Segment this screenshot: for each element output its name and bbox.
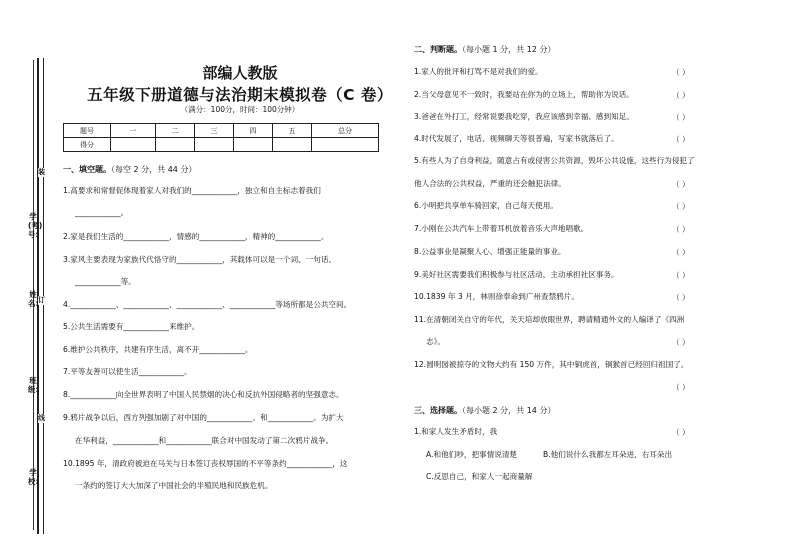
section-choice-title: 三、选择题。（每小题 2 分，共 14 分） (414, 406, 556, 415)
fill-question: ____________等。 (75, 277, 136, 286)
fill-question: 10.1895 年，清政府被迫在马关与日本签订丧权辱国的不平等条约____________，这 (63, 459, 348, 468)
choice-option-a: A.和他们吵，把事情说清楚 (426, 450, 518, 459)
answer-paren[interactable]: （ ） (672, 383, 690, 392)
judge-question: 他人合法的公共权益，严重的还会触犯法律。 (414, 179, 566, 188)
score-cell[interactable] (273, 138, 312, 152)
choice-option-c: C.反思自己，和家人一起商量解 (426, 472, 533, 481)
choice-option-b: B.他们说什么我都左耳朵进，右耳朵出 (543, 450, 673, 459)
score-cell[interactable] (111, 138, 156, 152)
answer-paren[interactable]: （ ） (672, 225, 690, 234)
score-cell[interactable] (234, 138, 273, 152)
judge-question: 9.美好社区需要我们积极参与社区活动，主动承担社区事务。 (414, 270, 619, 279)
exam-note: （满分：100分，时间：100分钟） (180, 105, 300, 114)
fill-question: 8.____________向全世界表明了中国人民禁烟的决心和反抗外国侵略者的坚强意志。 (63, 390, 344, 399)
score-header-cell: 三 (195, 124, 234, 138)
judge-question: 7.小刚在公共汽车上带着耳机放着音乐大声地唱歌。 (414, 224, 589, 233)
fill-question: 7.平等友善可以使生活____________。 (63, 367, 192, 376)
answer-paren[interactable]: （ ） (672, 293, 690, 302)
fill-question: 2.家是我们生活的____________，情感的____________，精神的____________。 (63, 232, 329, 241)
fill-question: 9.鸦片战争以后，西方列强加剧了对中国的____________、和____________。为扩大 (63, 413, 344, 422)
section-judge-title: 二、判断题。（每小题 1 分，共 12 分） (414, 45, 556, 54)
score-header-cell: 二 (156, 124, 195, 138)
judge-question: 2.当父母意见不一致时，我要站在你为的立场上，帮助你为说话。 (414, 90, 634, 99)
binding-char-1: 装 (38, 168, 45, 176)
fill-question: 3.家风主要表现为家族代代恪守的____________，其载体可以是一个词、一句话、 (63, 255, 337, 264)
score-header-cell: 一 (111, 124, 156, 138)
answer-paren[interactable]: （ ） (672, 68, 690, 77)
class-label: 班级: (28, 376, 39, 394)
judge-question: 志》。 (426, 337, 445, 346)
judge-question: 11.在清朝闭关自守的年代，关天培却放眼世界，聘请精通外文的人编译了《四洲 (414, 315, 685, 324)
name-label: 姓名: (28, 290, 39, 308)
section-fill-title: 一、填空题。（每空 2 分，共 44 分） (63, 165, 197, 174)
binding-char-2: 订 (38, 296, 45, 304)
answer-paren[interactable]: （ ） (672, 202, 690, 211)
exam-title-publisher: 部编人教版 (202, 64, 278, 82)
answer-paren[interactable]: （ ） (672, 91, 690, 100)
score-cell[interactable] (312, 138, 379, 152)
answer-paren[interactable]: （ ） (672, 338, 690, 347)
judge-question: 8.公益事业是凝聚人心、增强正能量的事业。 (414, 247, 566, 256)
judge-question: 4.时代发展了，电话、视频聊天等很普遍，写家书就落后了。 (414, 134, 619, 143)
fill-question: 4.____________、____________、____________、____________等场所都是公共空间。 (63, 300, 352, 309)
judge-question: 10.1839 年 3 月，林则徐奉命到广州查禁鸦片。 (414, 292, 579, 301)
answer-paren[interactable]: （ ） (672, 428, 690, 437)
id-label: 学(考)号: (28, 212, 43, 239)
school-label: 学校: (28, 468, 39, 486)
answer-paren[interactable]: （ ） (672, 113, 690, 122)
fill-question: 5.公共生活需要有____________来维护。 (63, 322, 200, 331)
judge-question: 1.家人的批评和打骂不是对我们的爱。 (414, 67, 543, 76)
fill-question: 1.高要求和常督促体现着家人对我们的____________，独立和自主标志着我们 (63, 186, 321, 195)
fill-question: ____________。 (75, 208, 129, 217)
judge-question: 5.有些人为了自身利益，随意占有或侵害公共资源，毁坏公共设施，这些行为侵犯了 (414, 156, 695, 165)
score-header-cell: 总分 (312, 124, 379, 138)
exam-title: 五年级下册道德与法治期末模拟卷（C 卷） (87, 86, 393, 104)
answer-paren[interactable]: （ ） (672, 180, 690, 189)
fill-question: 一条约的签订大大加深了中国社会的半殖民地和民族危机。 (75, 481, 273, 490)
score-cell[interactable] (195, 138, 234, 152)
judge-question: 3.爸爸在外打工，经常说要我吃穿，我应该感到幸福、感到知足。 (414, 112, 634, 121)
judge-question: 12.圆明园被掠夺的文物大约有 150 万件，其中铜虎首，铜猴首已经回归祖国了。 (414, 360, 689, 369)
choice-question: 1.和家人发生矛盾时，我 (414, 427, 498, 436)
score-cell[interactable] (156, 138, 195, 152)
score-header-cell: 题号 (64, 124, 111, 138)
answer-paren[interactable]: （ ） (672, 248, 690, 257)
score-header-cell: 五 (273, 124, 312, 138)
binding-char-3: 线 (38, 414, 45, 422)
score-row-label: 得分 (64, 138, 111, 152)
score-header-cell: 四 (234, 124, 273, 138)
fill-question: 在华利益，____________和____________联合对中国发动了第二次鸦片战争。 (75, 436, 334, 445)
score-table (63, 123, 379, 152)
answer-paren[interactable]: （ ） (672, 271, 690, 280)
answer-paren[interactable]: （ ） (672, 135, 690, 144)
fill-question: 6.维护公共秩序，共建有序生活，离不开____________。 (63, 345, 253, 354)
judge-question: 6.小明把共享单车骑回家，自己每天使用。 (414, 201, 558, 210)
